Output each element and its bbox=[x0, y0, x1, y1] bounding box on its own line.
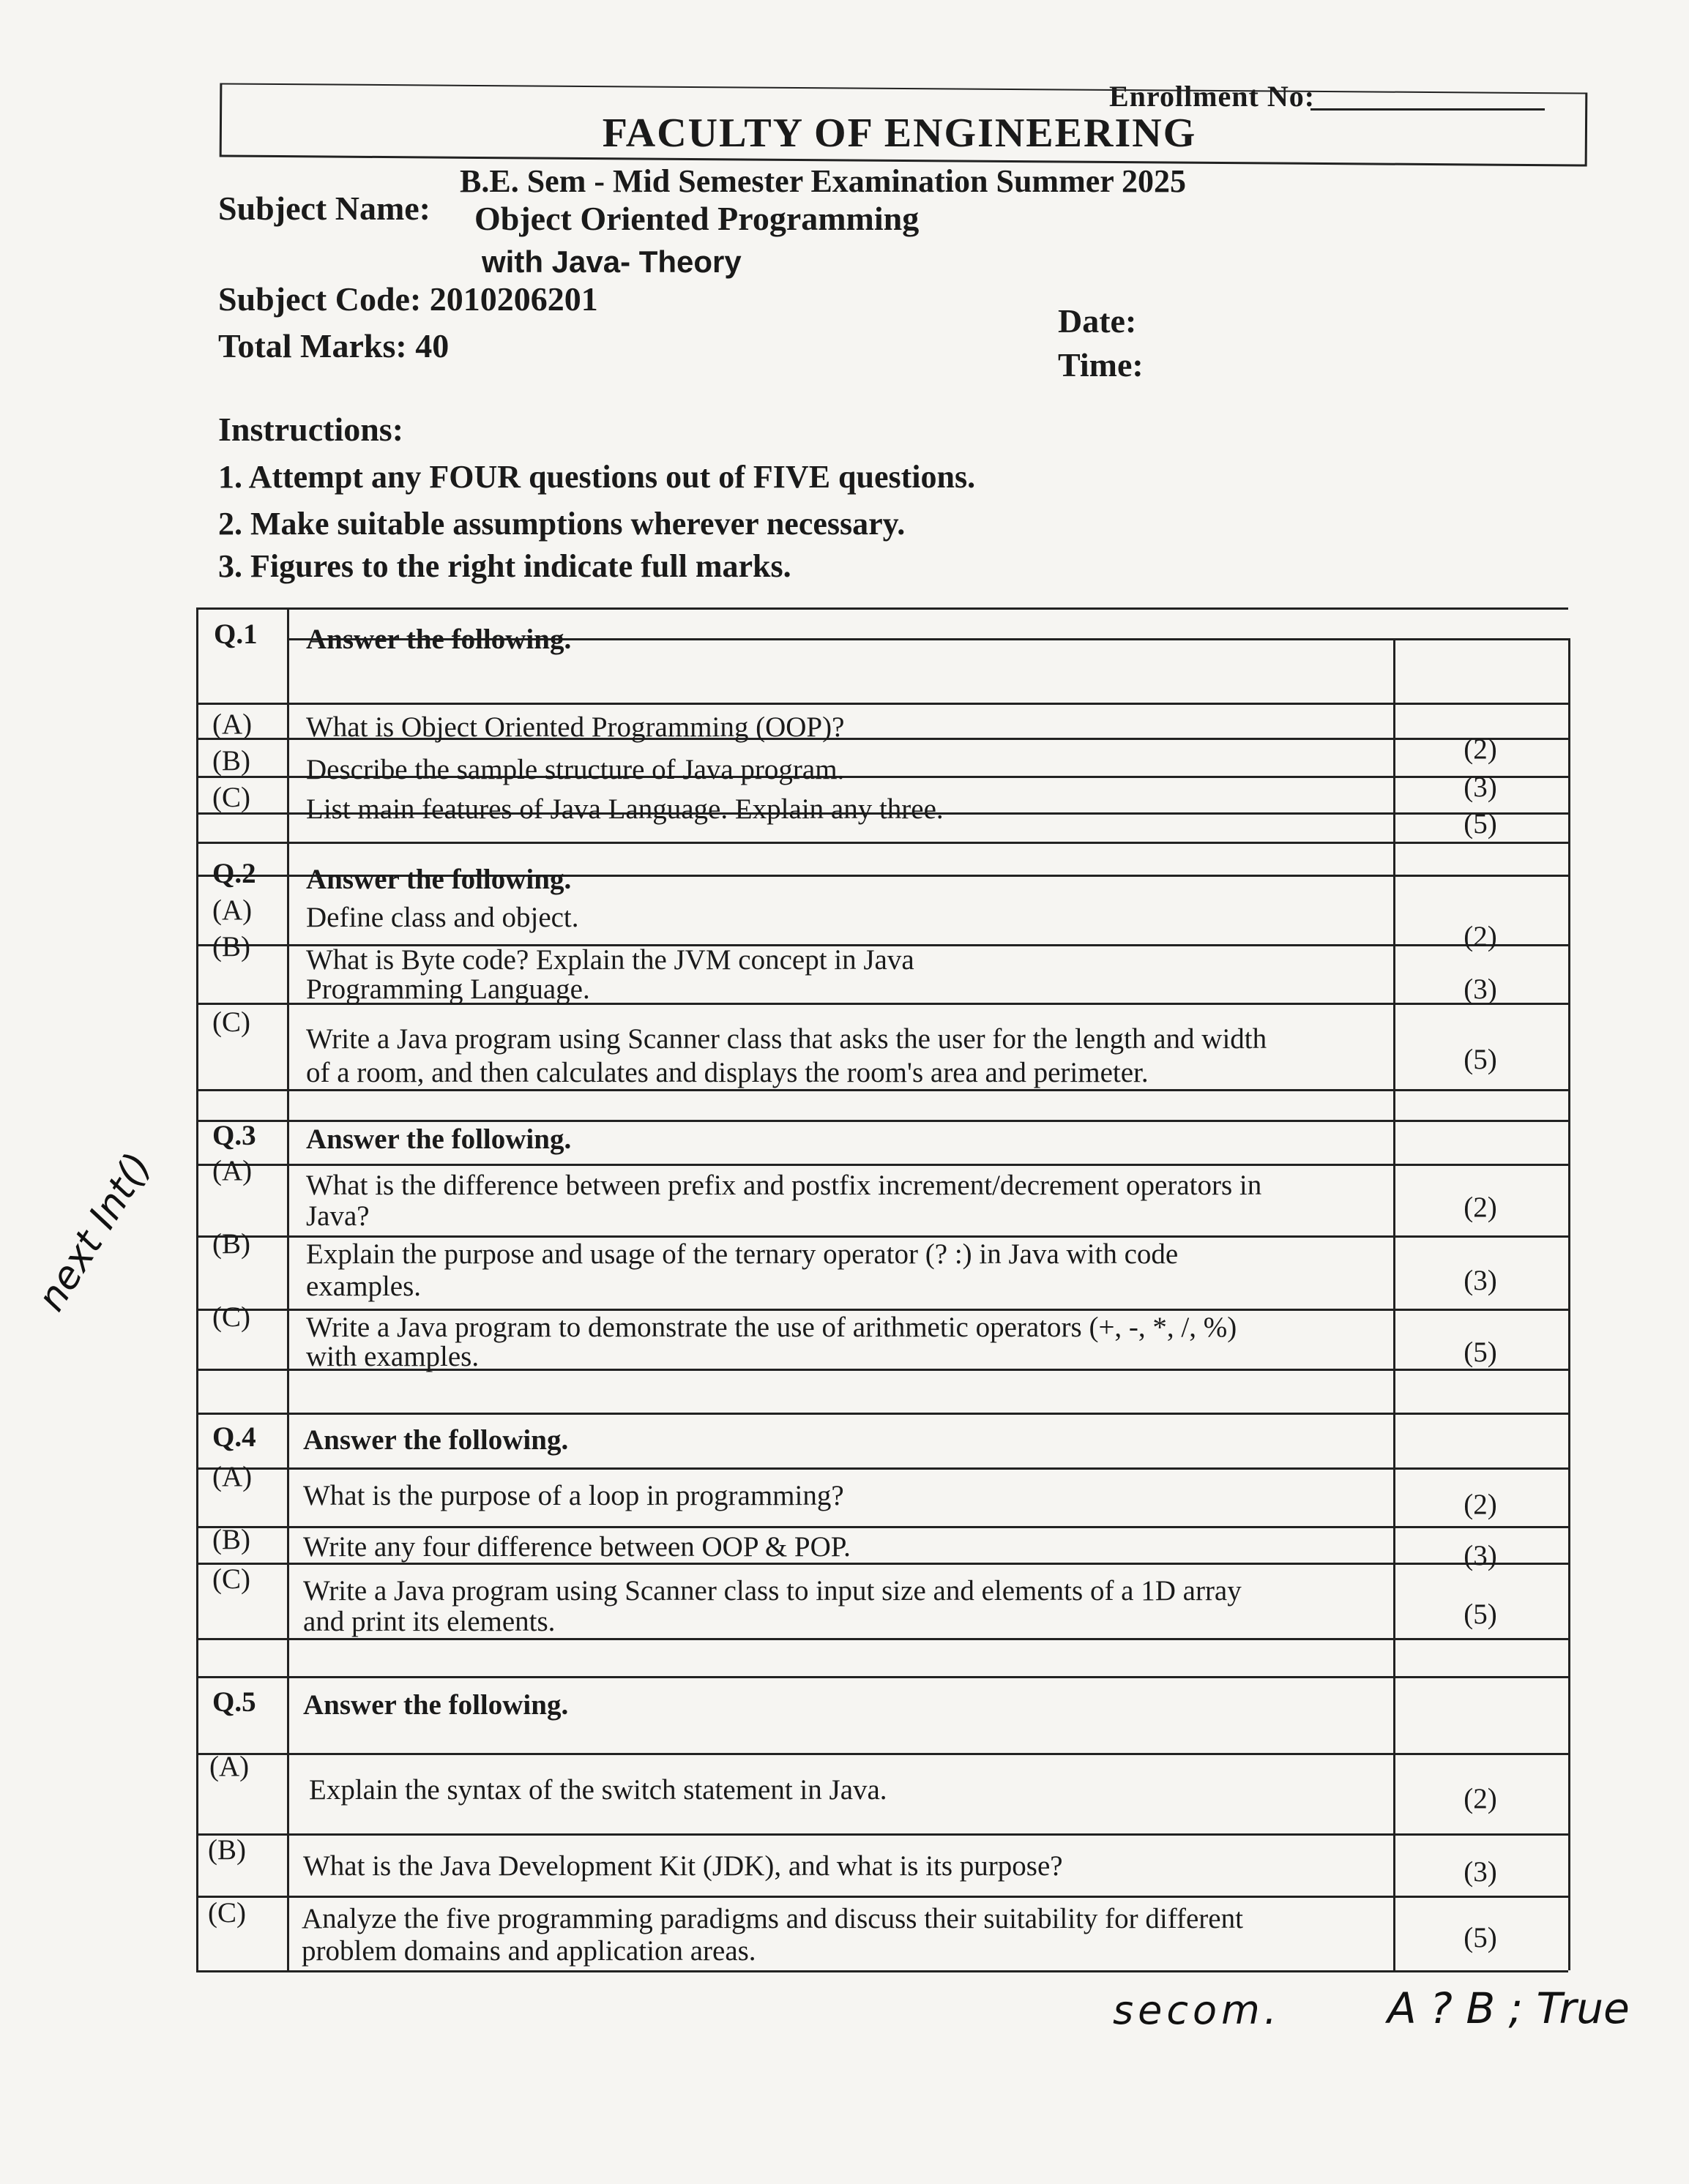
part-text: Describe the sample structure of Java program. bbox=[306, 754, 845, 785]
table-rule bbox=[196, 1413, 1568, 1415]
subject-code: Subject Code: 2010206201 bbox=[218, 280, 598, 318]
part-label: (B) bbox=[208, 1834, 246, 1866]
question-number: Q.1 bbox=[214, 618, 258, 650]
part-text-cont: and print its elements. bbox=[303, 1606, 556, 1637]
part-text-cont: of a room, and then calculates and displays the room's area and perimeter. bbox=[306, 1057, 1149, 1088]
part-label: (A) bbox=[212, 708, 253, 740]
enrollment-label: Enrollment No: bbox=[1109, 80, 1316, 113]
handwritten-margin-note: next Int() bbox=[29, 1145, 161, 1319]
table-rule bbox=[196, 1235, 1568, 1238]
part-text-cont: examples. bbox=[306, 1271, 422, 1302]
instruction-item: 2. Make suitable assumptions wherever necessary. bbox=[218, 506, 906, 542]
table-rule bbox=[196, 1896, 1568, 1898]
table-rule bbox=[196, 1970, 1568, 1972]
part-marks: (5) bbox=[1464, 1598, 1497, 1630]
table-rule bbox=[196, 1753, 1568, 1755]
part-marks: (5) bbox=[1464, 808, 1497, 839]
table-rule bbox=[196, 703, 1568, 705]
part-text: What is Object Oriented Programming (OOP)? bbox=[306, 711, 845, 743]
part-marks: (3) bbox=[1464, 1540, 1497, 1571]
question-number: Q.4 bbox=[212, 1421, 256, 1453]
part-text: Explain the purpose and usage of the ternary operator (? :) in Java with code bbox=[306, 1238, 1179, 1270]
table-rule bbox=[196, 1164, 1568, 1166]
part-text-cont: with examples. bbox=[306, 1341, 480, 1372]
part-label: (B) bbox=[212, 1228, 250, 1260]
part-text: Write a Java program using Scanner class to input size and elements of a 1D array bbox=[303, 1575, 1242, 1607]
part-marks: (3) bbox=[1464, 973, 1497, 1005]
table-border bbox=[1568, 638, 1570, 1970]
question-number: Q.3 bbox=[212, 1120, 256, 1151]
time-label: Time: bbox=[1058, 346, 1144, 384]
part-label: (B) bbox=[212, 931, 250, 962]
part-marks: (2) bbox=[1464, 1489, 1497, 1520]
part-label: (C) bbox=[208, 1897, 246, 1929]
handwritten-note: secom. bbox=[1113, 1987, 1281, 2033]
table-rule bbox=[196, 1309, 1568, 1311]
part-text: Write a Java program to demonstrate the use of arithmetic operators (+, -, *, /, %) bbox=[306, 1312, 1237, 1343]
handwritten-note: A ? B ; True bbox=[1387, 1983, 1630, 2033]
part-text: Define class and object. bbox=[306, 902, 579, 933]
part-text-cont: problem domains and application areas. bbox=[302, 1935, 756, 1967]
exam-line: B.E. Sem - Mid Semester Examination Summer 2025 bbox=[460, 163, 1186, 199]
question-heading: Answer the following. bbox=[303, 1689, 569, 1721]
table-rule bbox=[196, 1120, 1568, 1122]
part-label: (C) bbox=[212, 782, 250, 813]
table-rule bbox=[196, 1676, 1568, 1678]
part-marks: (2) bbox=[1464, 921, 1497, 952]
part-marks: (2) bbox=[1464, 1192, 1497, 1223]
instruction-item: 3. Figures to the right indicate full marks. bbox=[218, 548, 791, 584]
part-label: (A) bbox=[212, 894, 253, 926]
date-label: Date: bbox=[1058, 302, 1137, 340]
faculty-title-text: FACULTY OF ENGINEERING bbox=[602, 111, 1197, 156]
question-heading: Answer the following. bbox=[306, 864, 572, 895]
total-marks: Total Marks: 40 bbox=[218, 327, 450, 364]
table-rule bbox=[196, 1467, 1568, 1470]
part-label: (C) bbox=[212, 1006, 250, 1038]
instruction-item: 1. Attempt any FOUR questions out of FIVE questions. bbox=[218, 459, 976, 495]
subject-name-label: Subject Name: bbox=[218, 190, 430, 227]
part-marks: (5) bbox=[1464, 1336, 1497, 1368]
part-marks: (3) bbox=[1464, 771, 1497, 803]
part-label: (A) bbox=[212, 1461, 253, 1492]
question-number: Q.5 bbox=[212, 1686, 256, 1718]
question-heading: Answer the following. bbox=[306, 624, 572, 655]
table-rule bbox=[196, 1089, 1568, 1091]
part-marks: (3) bbox=[1464, 1265, 1497, 1296]
table-rule bbox=[196, 1526, 1568, 1528]
part-marks: (2) bbox=[1464, 1783, 1497, 1814]
question-heading: Answer the following. bbox=[306, 1123, 572, 1155]
table-rule bbox=[196, 1833, 1568, 1836]
subject-name-value-2: with Java- Theory bbox=[482, 244, 742, 279]
table-rule bbox=[196, 1638, 1568, 1640]
part-text: Write a Java program using Scanner class that asks the user for the length and width bbox=[306, 1023, 1267, 1055]
part-marks: (3) bbox=[1464, 1856, 1497, 1888]
part-text: List main features of Java Language. Explain any three. bbox=[306, 793, 944, 825]
question-number: Q.2 bbox=[212, 858, 256, 889]
subject-name-value: Object Oriented Programming bbox=[474, 200, 920, 237]
part-label: (A) bbox=[212, 1155, 253, 1186]
table-rule bbox=[196, 842, 1568, 844]
part-text: What is Byte code? Explain the JVM concept in Java bbox=[306, 944, 914, 976]
part-text: Explain the syntax of the switch statement in Java. bbox=[309, 1774, 887, 1806]
part-marks: (5) bbox=[1464, 1922, 1497, 1953]
instructions-title: Instructions: bbox=[218, 411, 404, 448]
part-text-cont: Programming Language. bbox=[306, 973, 590, 1005]
part-text: What is the difference between prefix and postfix increment/decrement operators in bbox=[306, 1170, 1262, 1201]
part-marks: (2) bbox=[1464, 733, 1497, 765]
part-marks: (5) bbox=[1464, 1044, 1497, 1075]
part-label: (A) bbox=[209, 1751, 250, 1782]
part-label: (B) bbox=[212, 1524, 250, 1555]
faculty-title bbox=[0, 110, 1689, 157]
part-text: What is the purpose of a loop in programming? bbox=[303, 1480, 844, 1511]
part-text: Write any four difference between OOP & POP. bbox=[303, 1531, 851, 1563]
part-text: What is the Java Development Kit (JDK), and what is its purpose? bbox=[303, 1850, 1063, 1882]
part-label: (B) bbox=[212, 745, 250, 777]
part-label: (C) bbox=[212, 1301, 250, 1333]
part-label: (C) bbox=[212, 1563, 250, 1595]
part-text: Analyze the five programming paradigms and discuss their suitability for different bbox=[302, 1903, 1243, 1934]
part-text-cont: Java? bbox=[306, 1200, 370, 1232]
table-rule bbox=[196, 607, 1568, 610]
question-heading: Answer the following. bbox=[303, 1424, 569, 1456]
table-border bbox=[1393, 638, 1395, 1970]
